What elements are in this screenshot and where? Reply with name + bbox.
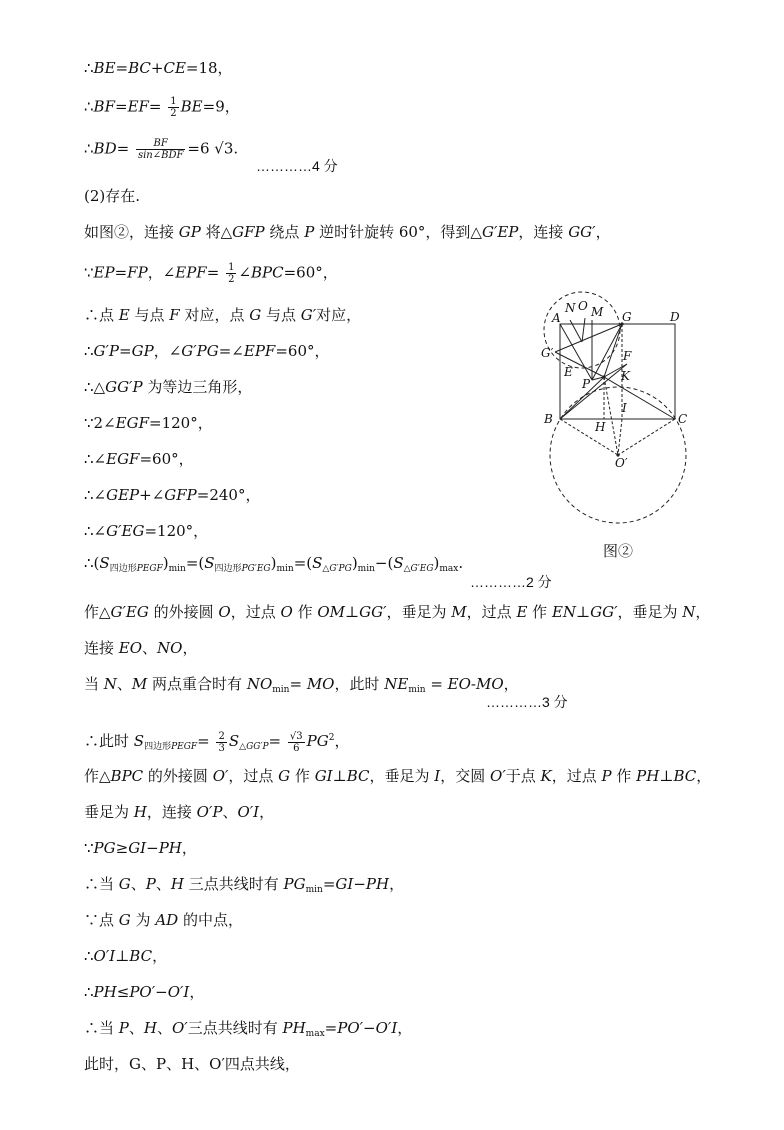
line-smin: $\therefore(S_{四边形PEGF})_{min}=(S_{四边形PG'EG})_{min}=(S_{\triangle G'PG})_{min}-(S_{\triangle G'EG})_{max}$. (84, 554, 464, 574)
line-phmax: ∴当 P、H、O′三点共线时有 $PH_{max}=PO'-O'I$， (84, 1019, 413, 1039)
line-be: ∴BE=BC+CE=18， (84, 59, 233, 77)
label-e: E (564, 365, 573, 379)
line-2egf: ∵2∠EGF=120°， (84, 414, 213, 432)
line-foot-h: 垂足为 H，连接 O′P、O′I， (84, 803, 275, 821)
score-3: …………3 分 (486, 694, 568, 710)
label-m: M (591, 305, 604, 319)
segment-gg-prime (555, 324, 622, 352)
geometry-figure (540, 272, 700, 542)
segment-po (604, 377, 618, 455)
line-connect-eo: 连接 EO、NO， (84, 639, 198, 657)
line-circle-o: 作△G′EG 的外接圆 O，过点 O 作 OM⊥GG′，垂足为 M，过点 E 作 EN⊥GG′，垂足为 N， (84, 603, 711, 621)
line-ph-le: ∴PH≤PO′−O′I， (84, 983, 205, 1001)
label-o-prime: O′ (615, 456, 628, 470)
label-o: O (578, 299, 588, 313)
line-pg-ge: ∵PG≥GI−PH， (84, 839, 197, 857)
label-g: G (622, 310, 632, 324)
line-pgmin: ∴当 G、P、H 三点共线时有 $PG_{min}=GI-PH$， (84, 875, 405, 895)
label-g-prime: G′ (541, 346, 554, 360)
label-c: C (678, 412, 688, 426)
line-oi-bc: ∴O′I⊥BC， (84, 947, 168, 965)
label-h: H (595, 420, 606, 434)
line-correspond: ∴点 E 与点 F 对应，点 G 与点 G′对应， (84, 306, 362, 324)
line-circle-o2: 作△BPC 的外接圆 O′，过点 G 作 GI⊥BC，垂足为 I，交圆 O′于点 K，过点 P 作 PH⊥BC， (84, 767, 712, 785)
label-i: I (622, 401, 627, 415)
label-d: D (670, 310, 680, 324)
line-rotate: 如图②，连接 GP 将△GFP 绕点 P 逆时针旋转 60°，得到△G′EP，连接 GG′， (84, 223, 611, 241)
line-egf: ∴∠EGF=60°， (84, 450, 194, 468)
line-geg: ∴∠G′EG=120°， (84, 522, 209, 540)
segment-g-prime-p (555, 352, 604, 377)
figure-caption: 图② (603, 542, 634, 560)
line-bf: ∴BF=EF= $\frac{1}{2}$ BE=9， (84, 96, 240, 119)
label-p: P (582, 377, 591, 391)
line-exists: (2)存在. (84, 187, 141, 205)
segment-bo (560, 419, 618, 455)
label-a: A (552, 311, 561, 325)
line-gep: ∴∠GEP+∠GFP=240°， (84, 486, 261, 504)
line-nm: 当 N、M 两点重合时有 $NO_{min}=$ MO，此时 $NE_{min} = EO-MO$， (84, 675, 519, 695)
segment-cp (604, 377, 675, 419)
label-n: N (565, 301, 576, 315)
segment-io (618, 419, 622, 455)
line-gp: ∴G′P=GP，∠G′PG=∠EPF=60°， (84, 342, 330, 360)
line-s-area: ∴此时 $S_{四边形PEGF}=$ $\frac{2}{3}$ $S_{\triangle GG'P}=$ $\frac{√3}{6}$ $PG^2$， (84, 730, 350, 754)
segment-n (570, 320, 582, 342)
label-b: B (544, 412, 553, 426)
label-k: K (621, 369, 630, 383)
segment-om (582, 318, 585, 342)
line-midpoint: ∵点 G 为 AD 的中点， (84, 911, 243, 929)
line-ep-fp: ∵EP=FP，∠EPF= $\frac{1}{2}$ ∠BPC=60°， (84, 262, 338, 285)
line-bd: ∴BD= $\frac{BF}{\text{sin∠BDF}}$ =6 √3. (84, 138, 239, 161)
line-collinear: 此时，G、P、H、O′四点共线， (84, 1055, 300, 1073)
line-equilateral: ∴△GG′P 为等边三角形， (84, 378, 253, 396)
label-f: F (623, 349, 632, 363)
segment-co (618, 419, 675, 455)
score-4: …………4 分 (256, 158, 338, 174)
segment-gp (604, 324, 622, 377)
score-2: …………2 分 (470, 574, 552, 590)
